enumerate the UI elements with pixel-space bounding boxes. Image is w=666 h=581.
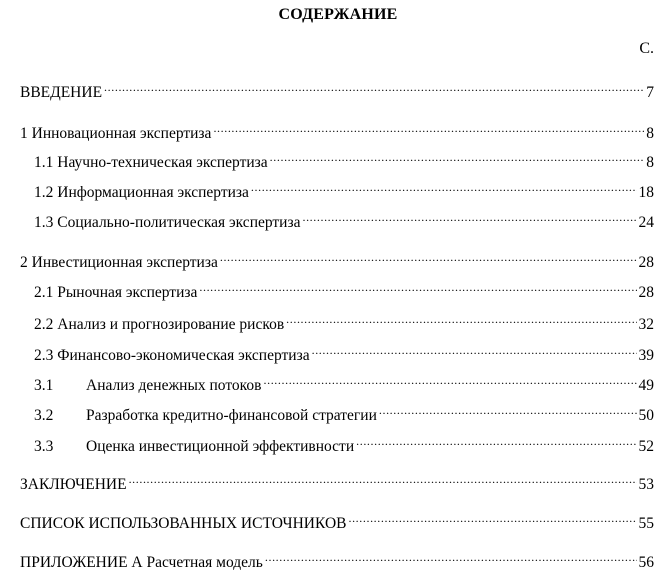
toc-entry-label: Анализ денежных потоков <box>86 377 262 394</box>
page-title: СОДЕРЖАНИЕ <box>278 6 398 23</box>
toc-entry-page: 18 <box>638 184 654 201</box>
toc-entry-number: 3.3 <box>34 438 54 455</box>
toc-entry-page: 7 <box>646 84 654 101</box>
dot-leader <box>270 147 645 167</box>
toc-entry-page: 32 <box>638 316 654 333</box>
toc-entry-page: 28 <box>638 254 654 271</box>
toc-entry-chapter-2[interactable] <box>20 247 654 273</box>
toc-entry-subsection-3-2[interactable] <box>34 400 654 426</box>
toc-entry-label: 1.1 Научно-техническая экспертиза <box>34 154 268 171</box>
toc-entry-section-1-2[interactable] <box>34 177 654 203</box>
dot-leader <box>220 247 637 267</box>
page-column-label: С. <box>639 40 654 57</box>
toc-entry-label: ВВЕДЕНИЕ <box>20 84 103 101</box>
toc-entry-number: 3.2 <box>34 407 54 424</box>
toc-entry-chapter-1[interactable] <box>20 118 654 144</box>
toc-entry-section-2-1[interactable] <box>34 277 654 303</box>
toc-entry-label: 2.2 Анализ и прогнозирование рисков <box>34 316 285 333</box>
toc-entry-label: 2.3 Финансово-экономическая экспертиза <box>34 347 310 364</box>
dot-leader <box>264 370 637 390</box>
toc-entry-page: 8 <box>646 154 654 171</box>
toc-entry-sources[interactable] <box>20 508 654 534</box>
dot-leader <box>302 207 636 227</box>
dot-leader <box>348 508 636 528</box>
toc-entry-subsection-3-1[interactable] <box>34 370 654 396</box>
toc-entry-label: Оценка инвестиционной эффективности <box>86 438 355 455</box>
toc-entry-label: 2.1 Рыночная экспертиза <box>34 284 198 301</box>
toc-entry-label: 1 Инновационная экспертиза <box>20 125 212 142</box>
dot-leader <box>199 277 636 297</box>
dot-leader <box>312 340 637 360</box>
toc-entry-page: 39 <box>638 347 654 364</box>
toc-entry-page: 52 <box>638 438 654 455</box>
toc-entry-page: 28 <box>638 284 654 301</box>
toc-entry-section-2-2[interactable] <box>34 309 654 335</box>
toc-entry-section-1-1[interactable] <box>34 147 654 173</box>
toc-entry-page: 24 <box>638 214 654 231</box>
toc-entry-label: 2 Инвестиционная экспертиза <box>20 254 218 271</box>
toc-entry-subsection-3-3[interactable] <box>34 431 654 457</box>
toc-entry-page: 49 <box>638 377 654 394</box>
toc-entry-appendix[interactable] <box>20 547 654 573</box>
toc-entry-conclusion[interactable] <box>20 469 654 495</box>
dot-leader <box>265 547 637 567</box>
dot-leader <box>356 431 636 451</box>
dot-leader <box>286 309 636 329</box>
toc-entry-label: ПРИЛОЖЕНИЕ А Расчетная модель <box>20 554 263 571</box>
toc-entry-section-1-3[interactable] <box>34 207 654 233</box>
toc-entry-page: 53 <box>638 476 654 493</box>
toc-entry-page: 50 <box>638 407 654 424</box>
toc-entry-page: 55 <box>638 515 654 532</box>
dot-leader <box>213 118 644 138</box>
toc-entry-page: 8 <box>646 125 654 142</box>
toc-entry-label: Разработка кредитно-финансовой стратегии <box>86 407 377 424</box>
dot-leader <box>104 77 644 97</box>
toc-entry-label: 1.2 Информационная экспертиза <box>34 184 249 201</box>
toc-entry-number: 3.1 <box>34 377 54 394</box>
toc-entry-label: СПИСОК ИСПОЛЬЗОВАННЫХ ИСТОЧНИКОВ <box>20 515 347 532</box>
dot-leader <box>379 400 637 420</box>
dot-leader <box>251 177 637 197</box>
toc-entry-label: ЗАКЛЮЧЕНИЕ <box>20 476 127 493</box>
toc-entry-page: 56 <box>638 554 654 571</box>
toc-entry-section-2-3[interactable] <box>34 340 654 366</box>
dot-leader <box>129 469 637 489</box>
toc-entry-intro[interactable] <box>20 77 654 103</box>
toc-entry-label: 1.3 Социально-политическая экспертиза <box>34 214 301 231</box>
